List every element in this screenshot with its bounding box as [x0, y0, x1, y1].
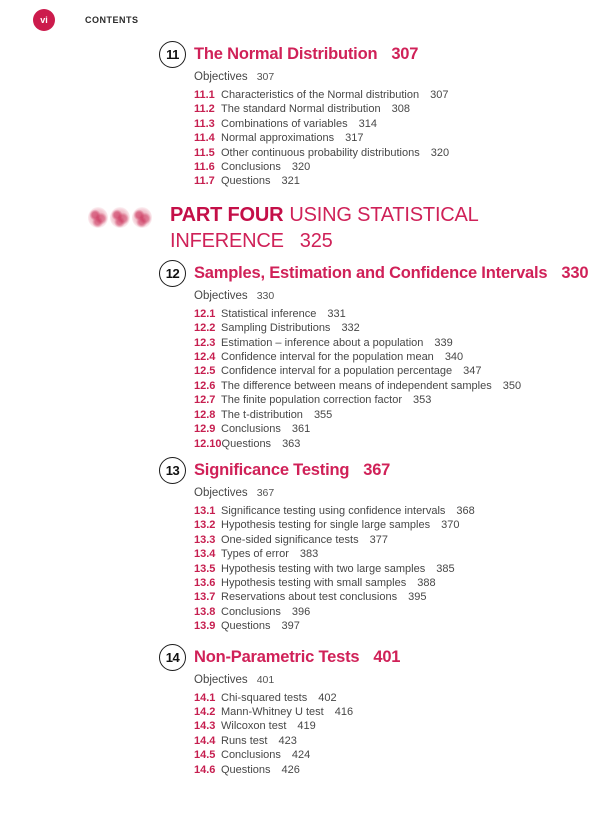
section-page-number: 347 — [463, 365, 482, 378]
section-title: Conclusions — [221, 749, 281, 762]
section-number: 13.3 — [194, 533, 216, 546]
toc-entry — [194, 321, 598, 335]
rose-icon — [110, 207, 130, 228]
toc-entry — [194, 504, 598, 518]
toc-entry — [194, 533, 598, 547]
section-page-number: 397 — [281, 620, 300, 633]
objectives-label: Objectives — [194, 289, 248, 302]
running-header: CONTENTS — [85, 15, 139, 25]
chapter-11 — [166, 41, 598, 189]
section-page-number: 350 — [502, 379, 522, 392]
section-number: 13.5 — [194, 562, 216, 575]
toc-entry — [194, 547, 598, 561]
section-page-number: 339 — [434, 336, 453, 349]
section-number: 14.5 — [194, 749, 216, 762]
page-number: vi — [40, 15, 48, 25]
section-number: 12.9 — [194, 423, 216, 436]
section-title: Runs test — [221, 734, 268, 747]
objectives-page-number: 401 — [256, 673, 275, 686]
section-number: 12.1 — [194, 307, 216, 320]
chapter-page-number: 367 — [363, 460, 391, 479]
section-number: 13.4 — [194, 548, 216, 561]
section-title: Conclusions — [221, 605, 281, 618]
toc-entry — [194, 562, 598, 576]
objectives-page-number: 307 — [256, 71, 275, 83]
toc-entry — [194, 763, 598, 777]
chapter-heading — [165, 457, 598, 484]
chapter-title — [194, 45, 418, 64]
toc-entry — [194, 576, 598, 590]
section-page-number: 370 — [441, 519, 460, 532]
section-title: Conclusions — [221, 423, 281, 436]
section-number: 12.8 — [194, 408, 216, 421]
toc-entry — [194, 160, 598, 174]
chapter-13 — [165, 457, 598, 634]
chapter-title — [194, 461, 390, 480]
section-page-number: 317 — [345, 132, 364, 145]
section-number: 14.2 — [194, 705, 216, 718]
rose-icon — [132, 207, 152, 228]
section-number: 12.3 — [194, 336, 216, 349]
section-page-number: 353 — [413, 394, 432, 407]
section-title: The standard Normal distribution — [221, 103, 381, 116]
chapter-number: 14 — [165, 649, 180, 665]
section-title: Questions — [221, 620, 271, 633]
section-number: 11.2 — [194, 103, 215, 116]
chapter-number-badge — [159, 644, 186, 671]
chapter-number: 11 — [166, 47, 179, 62]
toc-entry — [194, 350, 598, 364]
toc-entry — [194, 605, 598, 619]
section-list — [194, 88, 598, 189]
objectives-label: Objectives — [194, 486, 248, 499]
section-number: 12.7 — [194, 394, 216, 407]
section-list — [194, 307, 598, 451]
section-page-number: 383 — [299, 548, 319, 561]
section-title: Conclusions — [221, 161, 281, 174]
section-page-number: 361 — [291, 423, 311, 436]
section-page-number: 320 — [291, 161, 311, 174]
section-page-number: 385 — [436, 562, 455, 575]
chapter-14 — [165, 644, 598, 777]
section-number: 11.4 — [194, 132, 215, 145]
section-number: 13.9 — [194, 620, 216, 633]
section-number: 12.6 — [194, 379, 216, 392]
chapter-title-text: The Normal Distribution — [194, 45, 378, 63]
objectives-row — [194, 290, 598, 302]
toc-entry — [194, 393, 598, 407]
chapter-heading — [165, 644, 598, 671]
page-number-badge — [33, 9, 55, 31]
section-page-number: 307 — [430, 89, 449, 101]
rose-icon — [88, 207, 108, 228]
part-page-number: 325 — [299, 229, 333, 252]
chapter-number: 13 — [165, 462, 180, 478]
toc-entry — [194, 336, 598, 350]
section-title: Sampling Distributions — [221, 322, 331, 335]
section-page-number: 426 — [281, 763, 300, 776]
section-title: Confidence interval for the population mean — [221, 351, 434, 364]
chapter-page-number: 330 — [561, 263, 589, 282]
chapter-heading — [166, 41, 598, 68]
toc-entry — [194, 437, 598, 451]
section-page-number: 355 — [313, 408, 333, 421]
section-title: Estimation – inference about a population — [221, 336, 424, 349]
objectives-page-number: 330 — [256, 289, 275, 302]
objectives-label: Objectives — [194, 71, 248, 83]
section-page-number: 416 — [334, 705, 354, 718]
section-page-number: 424 — [291, 749, 311, 762]
toc-entry — [194, 705, 598, 719]
section-number: 13.1 — [194, 504, 216, 517]
section-title: Hypothesis testing for single large samples — [221, 519, 431, 532]
chapter-number: 12 — [165, 265, 180, 281]
section-title: Mann-Whitney U test — [221, 705, 324, 718]
objectives-page-number: 367 — [256, 486, 275, 499]
section-page-number: 332 — [341, 322, 360, 335]
toc-content — [165, 41, 598, 777]
toc-entry — [194, 174, 598, 188]
toc-entry — [194, 88, 598, 102]
section-page-number: 396 — [291, 605, 311, 618]
section-number: 13.7 — [194, 591, 216, 604]
section-number: 12.10 — [194, 437, 222, 450]
toc-entry — [194, 307, 598, 321]
section-title: Hypothesis testing with two large samples — [221, 562, 426, 575]
toc-entry — [194, 146, 598, 160]
chapter-number-badge — [159, 457, 186, 484]
toc-entry — [194, 102, 598, 116]
chapter-number-badge — [159, 260, 186, 287]
section-title: Chi-squared tests — [221, 691, 308, 704]
section-number: 11.1 — [194, 89, 215, 101]
toc-entry — [194, 748, 598, 762]
section-number: 12.2 — [194, 322, 216, 335]
section-number: 13.6 — [194, 576, 216, 589]
section-page-number: 388 — [417, 576, 436, 589]
objectives-row — [194, 674, 598, 686]
chapter-page-number: 401 — [373, 647, 401, 666]
section-title: Hypothesis testing with small samples — [221, 576, 407, 589]
section-list — [194, 504, 598, 634]
section-title: The difference between means of independent samples — [221, 379, 492, 392]
section-number: 13.8 — [194, 605, 216, 618]
section-title: Types of error — [221, 548, 289, 561]
toc-entry — [194, 518, 598, 532]
chapter-page-number: 307 — [391, 45, 419, 63]
part-heading — [170, 202, 532, 254]
chapter-12 — [165, 260, 598, 451]
objectives-label: Objectives — [194, 673, 248, 686]
section-page-number: 419 — [297, 720, 316, 733]
section-page-number: 331 — [327, 307, 346, 320]
section-number: 13.2 — [194, 519, 216, 532]
section-page-number: 321 — [281, 175, 300, 188]
section-title: Wilcoxon test — [221, 720, 287, 733]
toc-entry — [194, 734, 598, 748]
chapter-title-text: Samples, Estimation and Confidence Intervals — [194, 263, 548, 282]
section-page-number: 340 — [444, 351, 464, 364]
objectives-row — [194, 487, 598, 499]
section-title: Questions — [221, 763, 271, 776]
part-marker-icons — [88, 207, 152, 228]
section-title: The finite population correction factor — [221, 394, 402, 407]
section-title: Other continuous probability distributions — [221, 146, 420, 159]
section-page-number: 320 — [430, 146, 450, 159]
part-label: PART FOUR — [170, 203, 284, 226]
section-number: 14.4 — [194, 734, 216, 747]
section-title: Characteristics of the Normal distribution — [221, 89, 420, 101]
section-title: Combinations of variables — [221, 117, 348, 130]
toc-entry — [194, 408, 598, 422]
section-number: 14.3 — [194, 720, 216, 733]
chapter-title-text: Non-Parametric Tests — [194, 647, 360, 666]
section-page-number: 308 — [391, 103, 410, 116]
section-number: 11.5 — [194, 146, 215, 159]
toc-entry — [194, 379, 598, 393]
chapter-heading — [165, 260, 598, 287]
toc-entry — [194, 131, 598, 145]
section-title: Normal approximations — [221, 132, 335, 145]
section-title: The t-distribution — [221, 408, 303, 421]
section-title: Confidence interval for a population percentage — [221, 365, 453, 378]
section-title: Reservations about test conclusions — [221, 591, 398, 604]
toc-entry — [194, 691, 598, 705]
section-page-number: 402 — [318, 691, 337, 704]
toc-entry — [194, 422, 598, 436]
section-number: 11.3 — [194, 117, 215, 130]
section-page-number: 363 — [282, 437, 301, 450]
chapter-title-text: Significance Testing — [194, 460, 350, 479]
objectives-row — [194, 71, 598, 83]
section-page-number: 368 — [456, 504, 475, 517]
section-page-number: 395 — [408, 591, 427, 604]
section-title: Significance testing using confidence intervals — [221, 504, 446, 517]
toc-entry — [194, 719, 598, 733]
toc-entry — [194, 364, 598, 378]
chapter-title — [194, 264, 588, 283]
section-page-number: 423 — [278, 734, 297, 747]
toc-entry — [194, 590, 598, 604]
section-number: 14.1 — [194, 691, 216, 704]
toc-entry — [194, 117, 598, 131]
section-number: 12.5 — [194, 365, 216, 378]
part-title-text: USING STATISTICAL INFERENCE — [170, 203, 478, 252]
section-number: 11.6 — [194, 161, 215, 174]
chapter-title — [194, 648, 400, 667]
part-title — [170, 202, 532, 254]
section-title: Statistical inference — [221, 307, 317, 320]
section-page-number: 377 — [369, 533, 388, 546]
section-page-number: 314 — [358, 117, 377, 130]
section-number: 14.6 — [194, 763, 216, 776]
section-number: 12.4 — [194, 351, 216, 364]
section-list — [194, 691, 598, 777]
section-title: Questions — [221, 175, 271, 188]
section-number: 11.7 — [194, 175, 215, 188]
section-title: One-sided significance tests — [221, 533, 359, 546]
chapter-number-badge — [159, 41, 186, 68]
toc-entry — [194, 619, 598, 633]
section-title: Questions — [221, 437, 272, 450]
